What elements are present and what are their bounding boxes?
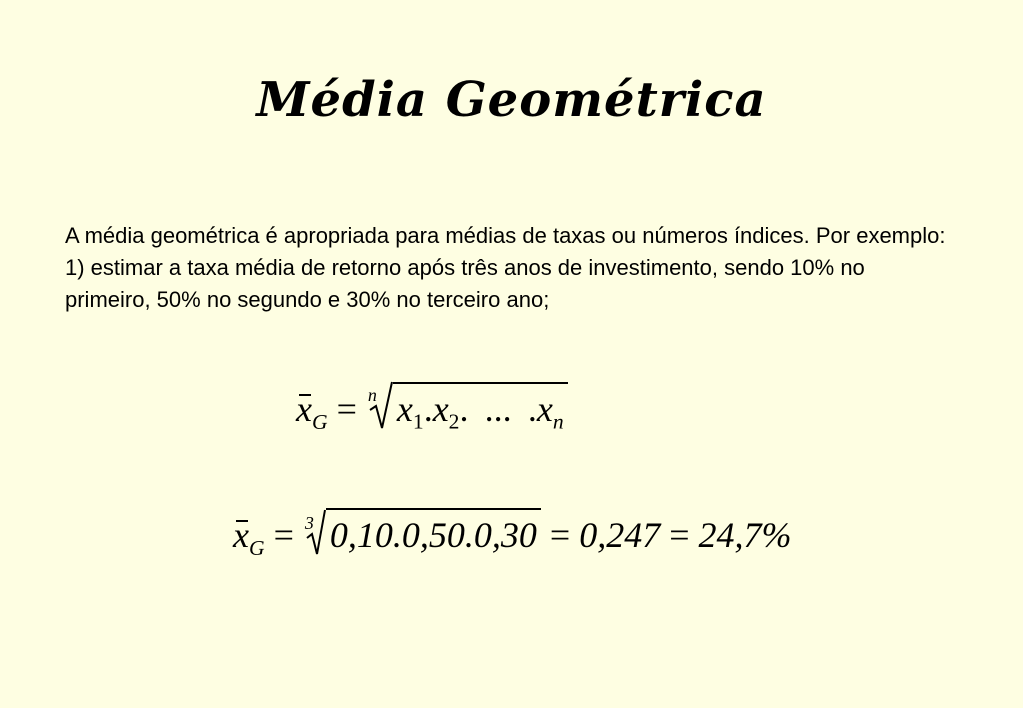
general-formula [296,380,568,440]
mean-symbol: x [233,515,249,556]
radicand: 0,10.0,50.0,30 [326,508,541,556]
mean-subscript: G [248,535,265,560]
mean-symbol: x [296,389,312,430]
nth-root [368,380,568,435]
cube-root [305,508,541,558]
mean-subscript: G [311,409,328,434]
result-percent: 24,7% [698,515,792,556]
root-index: n [367,385,377,406]
equals-sign: = [336,389,357,430]
radicand: $x_1.x_2$. ... $.x_n$ [393,382,568,435]
root-index: 3 [304,513,314,534]
equals-sign: = [273,515,294,556]
equals-sign: = [549,515,571,556]
slide-title: Média Geométrica [256,72,767,128]
body-paragraph: A média geométrica é apropriada para médias de taxas ou números índices. Por exemplo: 1) estimar a taxa média de retorno após três anos de investimento, sendo 10% no primeiro, 50% no segundo e 30% no terceiro ano; [65,223,946,312]
result-decimal: 0,247 [579,515,661,556]
example-formula [233,508,792,568]
equals-sign: = [669,515,690,556]
